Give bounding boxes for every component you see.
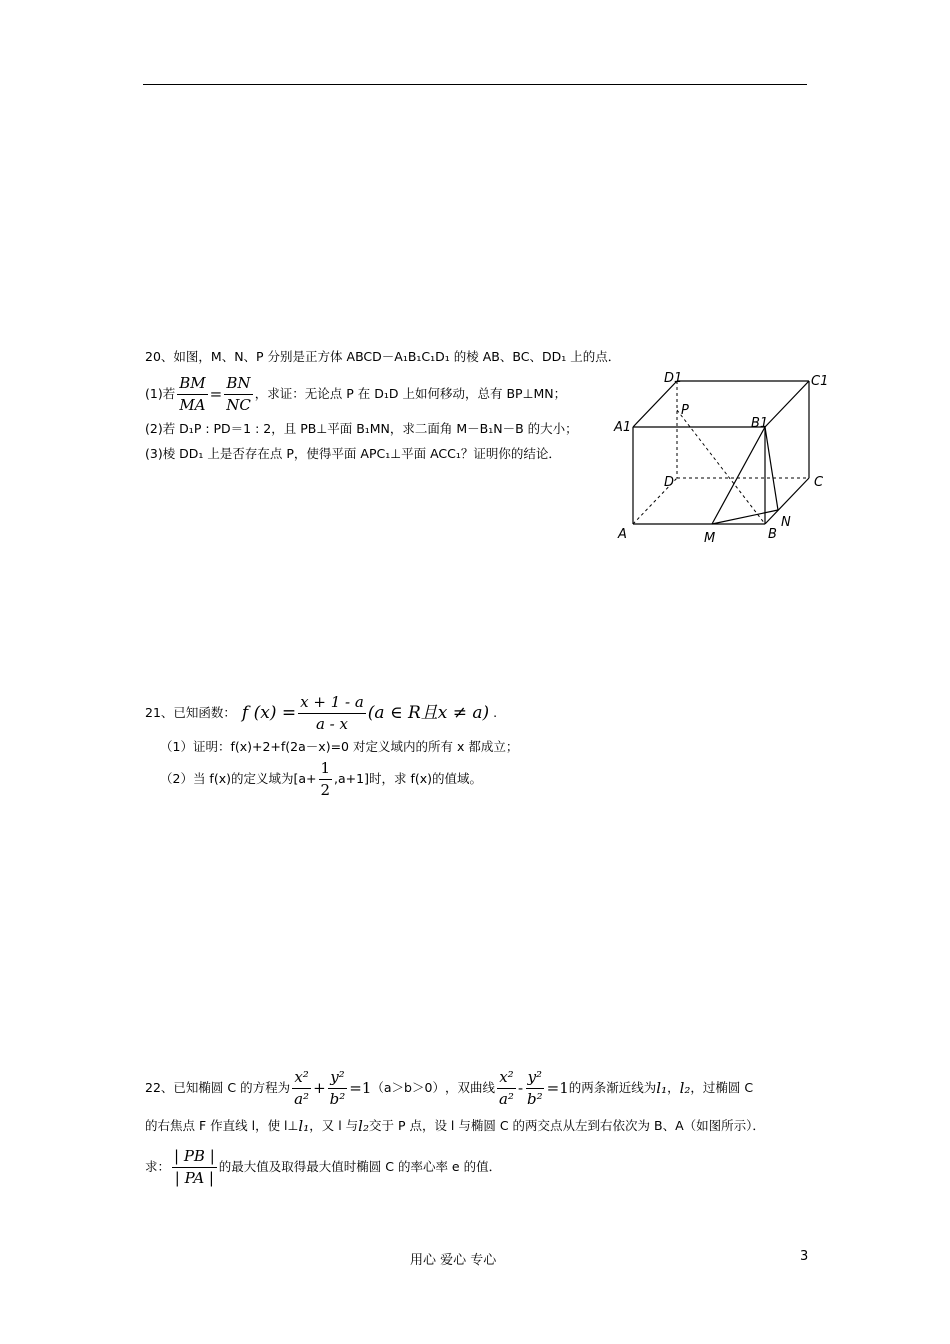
ratio-bm: BM bbox=[177, 373, 207, 395]
ratio-pa: | PA | bbox=[174, 1168, 214, 1187]
label-c1: C1 bbox=[811, 374, 829, 389]
q21-stem-text: 、已知函数： bbox=[160, 705, 236, 720]
ellipse-y-den: b² bbox=[329, 1089, 346, 1108]
ratio-bn: BN bbox=[224, 373, 252, 395]
asymptote-l1-ref: l₁ bbox=[298, 1117, 310, 1135]
ellipse-y-num: y² bbox=[328, 1067, 347, 1089]
segment-m-n bbox=[712, 510, 778, 524]
q21-part2-suffix: ,a+1]时，求 f(x)的值域。 bbox=[334, 771, 483, 786]
ellipse-condition: （a＞b＞0） bbox=[371, 1080, 445, 1095]
q20-part1-suffix: ，求证：无论点 P 在 D₁D 上如何移动，总有 BP⊥MN； bbox=[254, 386, 567, 401]
asymptote-l2: l₂ bbox=[679, 1079, 691, 1097]
label-b: B bbox=[768, 527, 777, 542]
q22-line3-b: 的最大值及取得最大值时椭圆 C 的率心率 e 的值． bbox=[218, 1159, 502, 1174]
segment-b1-m bbox=[712, 427, 765, 524]
q20-stem-text: 、如图，M、N、P 分别是正方体 ABCD－A₁B₁C₁D₁ 的棱 AB、BC、DD₁ 上的点． bbox=[160, 349, 621, 364]
ellipse-x-den: a² bbox=[294, 1089, 310, 1108]
ratio-nc: NC bbox=[226, 395, 251, 414]
q22-separator: ， bbox=[667, 1080, 680, 1095]
asymptote-l2-ref: l₂ bbox=[358, 1117, 369, 1135]
label-d: D bbox=[664, 475, 675, 490]
equals-sign: = bbox=[209, 385, 223, 403]
q20-part1-prefix: (1)若 bbox=[145, 386, 176, 401]
q22-line1-a: 、已知椭圆 C 的方程为 bbox=[160, 1080, 291, 1095]
cube-figure bbox=[600, 360, 840, 555]
plus-sign: + bbox=[313, 1079, 326, 1097]
hyperbola-y-den: b² bbox=[527, 1089, 543, 1108]
func-condition: (a ∈ R且x ≠ a) bbox=[367, 703, 490, 723]
label-p: P bbox=[681, 403, 689, 418]
label-a: A bbox=[618, 527, 627, 542]
edge-a1-d1 bbox=[633, 381, 677, 427]
label-m: M bbox=[704, 531, 716, 546]
q22-line2-c: 交于 P 点，设 l 与椭圆 C 的两交点从左到右依次为 B、A（如图所示）． bbox=[368, 1118, 765, 1133]
ellipse-equals-one: =1 bbox=[349, 1079, 372, 1097]
half-numerator: 1 bbox=[319, 758, 333, 780]
ellipse-x-term bbox=[292, 1067, 311, 1110]
segment-b1-n bbox=[765, 427, 778, 510]
page-footer: 用心 爱心 专心 bbox=[410, 1253, 497, 1268]
q22-line2 bbox=[145, 1117, 765, 1135]
ratio-bm-ma bbox=[177, 373, 207, 416]
q21-number: 21 bbox=[145, 705, 161, 720]
hyperbola-y-num: y² bbox=[526, 1067, 545, 1089]
hyperbola-x-den: a² bbox=[498, 1089, 514, 1108]
asymptote-l1: l₁ bbox=[656, 1079, 668, 1097]
q21-part1: （1）证明：f(x)+2+f(2a－x)=0 对定义域内的所有 x 都成立； bbox=[160, 739, 519, 754]
q21-stem bbox=[145, 690, 497, 736]
ratio-ma: MA bbox=[179, 395, 206, 414]
half-denominator: 2 bbox=[320, 780, 331, 799]
hyperbola-y-term bbox=[525, 1067, 545, 1110]
label-c: C bbox=[814, 475, 824, 490]
page-number: 3 bbox=[800, 1249, 809, 1264]
func-lhs: f (x) = bbox=[241, 703, 297, 723]
func-fraction bbox=[298, 692, 366, 735]
q22-line1-b: ，双曲线 bbox=[444, 1080, 495, 1095]
half-fraction bbox=[319, 758, 333, 801]
q22-line2-b: ，又 l 与 bbox=[309, 1118, 359, 1133]
ratio-pb: | PB | bbox=[172, 1146, 217, 1168]
ellipse-y-term bbox=[328, 1067, 348, 1110]
edge-b1-c1 bbox=[765, 381, 809, 427]
hyperbola-equals-one: =1 bbox=[546, 1079, 569, 1097]
ellipse-x-num: x² bbox=[292, 1067, 310, 1089]
q20-part2: (2)若 D₁P : PD＝1 : 2，且 PB⊥平面 B₁MN，求二面角 M－B₁N－B 的大小； bbox=[145, 421, 578, 436]
label-a1: A1 bbox=[614, 420, 632, 435]
func-numerator: x + 1 - a bbox=[298, 692, 366, 714]
q22-line1 bbox=[145, 1064, 753, 1112]
q20-stem bbox=[145, 348, 620, 366]
q22-line3-a: 求： bbox=[145, 1159, 171, 1174]
q22-line1-c: 的两条渐近线为 bbox=[568, 1080, 657, 1095]
hyperbola-x-num: x² bbox=[497, 1067, 515, 1089]
q22-number: 22 bbox=[145, 1080, 161, 1095]
func-denominator: a - x bbox=[315, 714, 348, 733]
q20-number: 20 bbox=[145, 349, 161, 364]
q21-part2 bbox=[160, 756, 482, 802]
label-b1: B1 bbox=[751, 416, 769, 431]
q21-period: . bbox=[493, 705, 498, 720]
ratio-pb-pa bbox=[172, 1146, 217, 1189]
ratio-bn-nc bbox=[224, 373, 253, 416]
q22-line3 bbox=[145, 1143, 501, 1191]
label-d1: D1 bbox=[664, 371, 683, 386]
hyperbola-x-term bbox=[497, 1067, 516, 1110]
q20-part1 bbox=[145, 372, 566, 416]
q22-line2-a: 的右焦点 F 作直线 l，使 l⊥ bbox=[145, 1118, 299, 1133]
minus-sign: - bbox=[517, 1079, 524, 1097]
header-rule bbox=[143, 84, 807, 85]
q21-part2-prefix: （2）当 f(x)的定义域为[a+ bbox=[160, 771, 317, 786]
label-n: N bbox=[781, 515, 791, 530]
q22-line1-d: ，过椭圆 C bbox=[690, 1080, 754, 1095]
q20-part3: (3)棱 DD₁ 上是否存在点 P，使得平面 APC₁⊥平面 ACC₁？证明你的结论． bbox=[145, 446, 561, 461]
